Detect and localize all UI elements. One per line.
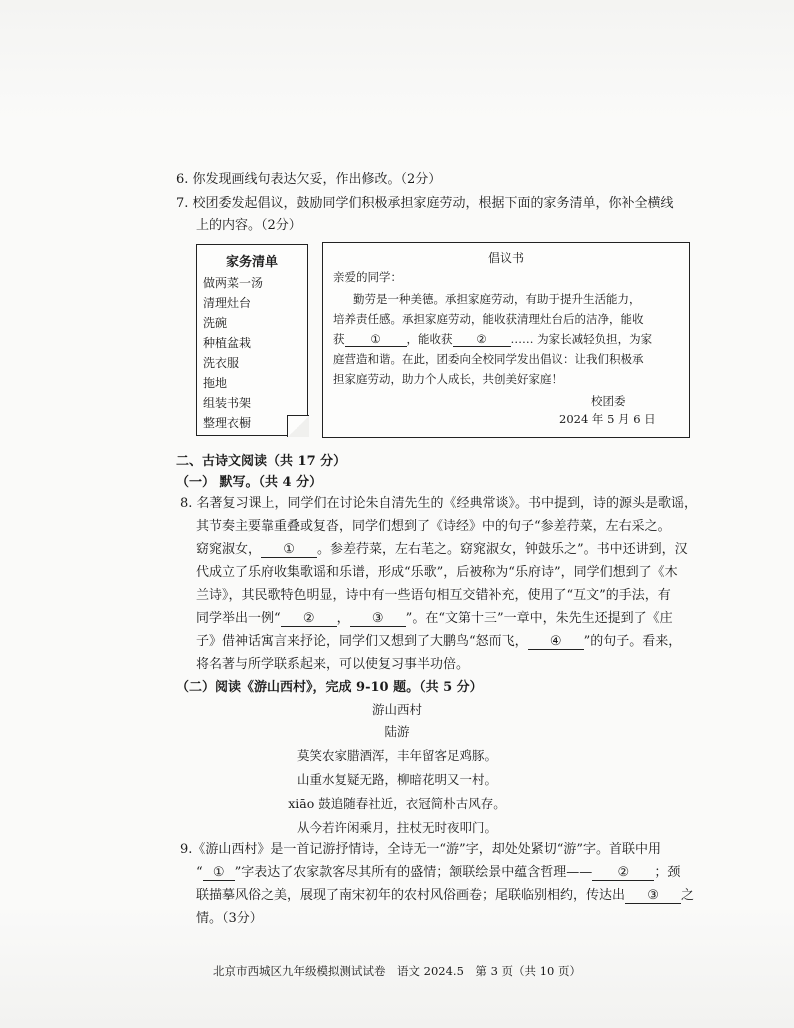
proposal-line: 担家庭劳动，助力个人成长，共创美好家庭！ — [333, 372, 563, 386]
q8-text: 窈窕淑女， — [196, 542, 262, 557]
section-2-sub2: （二）阅读《游山西村》，完成 9-10 题。（共 5 分） — [176, 680, 483, 695]
answer-blank-2[interactable]: ② — [281, 612, 337, 627]
proposal-signature: 校团委 — [591, 394, 626, 408]
proposal-line: 庭营造和谐。在此，团委向全校同学发出倡议：让我们积极承 — [333, 352, 644, 366]
q9-text: ；颈 — [654, 865, 681, 880]
q8-text: 子》借神话寓言来抒论，同学们又想到了大鹏鸟“怒而飞， — [196, 634, 528, 649]
chore-item: 整理衣橱 — [203, 416, 252, 430]
question-8-line: 代成立了乐府收集歌谣和乐谱，形成“乐歌”，后被称为“乐府诗”，同学们想到了《木 — [196, 565, 678, 580]
section-2-sub1: （一） 默写。（共 4 分） — [176, 475, 323, 490]
proposal-title: 倡议书 — [487, 251, 524, 265]
proposal-greeting: 亲爱的同学： — [333, 270, 402, 284]
answer-blank-2[interactable]: ② — [592, 866, 654, 881]
proposal-date: 2024 年 5 月 6 日 — [559, 412, 656, 426]
question-9-line-with-blank — [196, 886, 694, 906]
q9-text: ”字表达了农家款客尽其所有的盛情；颔联绘景中蕴含哲理—— — [234, 865, 593, 880]
q8-text: ， — [336, 611, 350, 626]
page-fold-icon — [287, 415, 309, 437]
q8-text: 。参差荇菜，左右芼之。窈窕淑女，钟鼓乐之”。书中还讲到，汉 — [317, 542, 688, 557]
proposal-line: 培养责任感。承担家庭劳动，能收获清理灶台后的洁净，能收 — [333, 312, 644, 326]
poem-author: 陆游 — [384, 724, 410, 739]
q9-text: 之 — [681, 888, 695, 903]
chore-item: 组装书架 — [203, 396, 252, 410]
proposal-text: …… 为家长减轻负担，为家 — [510, 332, 653, 346]
chore-item: 种植盆栽 — [203, 336, 252, 350]
poem-line: 山重水复疑无路，柳暗花明又一村。 — [296, 772, 497, 787]
q9-text: 联描摹风俗之美，展现了南宋初年的农村风俗画卷；尾联临别相约，传达出 — [196, 888, 626, 903]
question-8-line: 兰诗》，其民歌特色明显，诗中有一些语句相互交错补充，使用了“互文”的手法，有 — [196, 588, 671, 603]
q9-text: “ — [196, 865, 203, 880]
proposal-line-with-blanks — [333, 331, 652, 347]
chore-list-box — [196, 244, 308, 436]
proposal-line: 勤劳是一种美德。承担家庭劳动，有助于提升生活能力， — [353, 292, 641, 306]
chore-item: 做两菜一汤 — [203, 276, 264, 290]
proposal-text: 获 — [333, 332, 345, 346]
poem-title: 游山西村 — [371, 702, 422, 717]
answer-blank-1[interactable]: ① — [261, 543, 317, 558]
question-9-line: 情。（3分） — [196, 911, 263, 926]
chore-list-title: 家务清单 — [225, 255, 278, 270]
question-8-line-with-blank — [196, 632, 681, 652]
chore-item: 清理灶台 — [203, 296, 252, 310]
question-8-line: 其节奏主要靠重叠或复沓，同学们想到了《诗经》中的句子“参差荇菜，左右采之。 — [196, 519, 671, 534]
answer-blank-3[interactable]: ③ — [350, 612, 406, 627]
q8-text: ”。在“文第十三”一章中，朱先生还提到了《庄 — [405, 611, 673, 626]
proposal-box — [322, 242, 690, 438]
answer-blank-3[interactable]: ③ — [625, 889, 681, 904]
chore-item: 洗衣服 — [203, 356, 240, 370]
question-8-line: 将名著与所学联系起来，可以使复习事半功倍。 — [196, 657, 470, 672]
poem-line: 莫笑农家腊酒浑，丰年留客足鸡豚。 — [296, 748, 497, 763]
answer-blank-2[interactable]: ② — [453, 332, 511, 347]
poem-line: 从今若许闲乘月，拄杖无时夜叩门。 — [296, 820, 497, 835]
page-footer: 北京市西城区九年级模拟测试试卷 语文 2024.5 第 3 页（共 10 页） — [213, 964, 581, 978]
q8-text: ”的句子。看来， — [583, 634, 682, 649]
answer-blank-4[interactable]: ④ — [528, 635, 584, 650]
section-2-title: 二、古诗文阅读（共 17 分） — [176, 454, 347, 469]
answer-blank-1[interactable]: ① — [203, 866, 235, 881]
question-8-line: 8. 名著复习课上，同学们在讨论朱自清先生的《经典常谈》。书中提到，诗的源头是歌谣， — [180, 496, 698, 511]
poem-line: xiāo 鼓追随春社近，衣冠简朴古风存。 — [288, 796, 506, 811]
question-8-line-with-blanks — [196, 609, 673, 629]
question-8-line-with-blank — [196, 540, 688, 560]
question-6: 6. 你发现画线句表达欠妥，作出修改。（2分） — [176, 172, 442, 187]
question-9-line: 9.《游山西村》是一首记游抒情诗，全诗无一“游”字，却处处紧切“游”字。首联中用 — [180, 842, 661, 857]
chore-item: 拖地 — [203, 376, 228, 390]
question-9-line-with-blanks — [196, 863, 680, 883]
q8-text: 同学举出一例“ — [196, 611, 281, 626]
answer-blank-1[interactable]: ① — [345, 332, 407, 347]
chore-item: 洗碗 — [203, 316, 228, 330]
question-7-line2: 上的内容。（2分） — [196, 218, 302, 233]
proposal-text: ，能收获 — [406, 332, 453, 346]
question-7-line1: 7. 校团委发起倡议，鼓励同学们积极承担家庭劳动，根据下面的家务清单，你补全横线 — [176, 196, 674, 211]
